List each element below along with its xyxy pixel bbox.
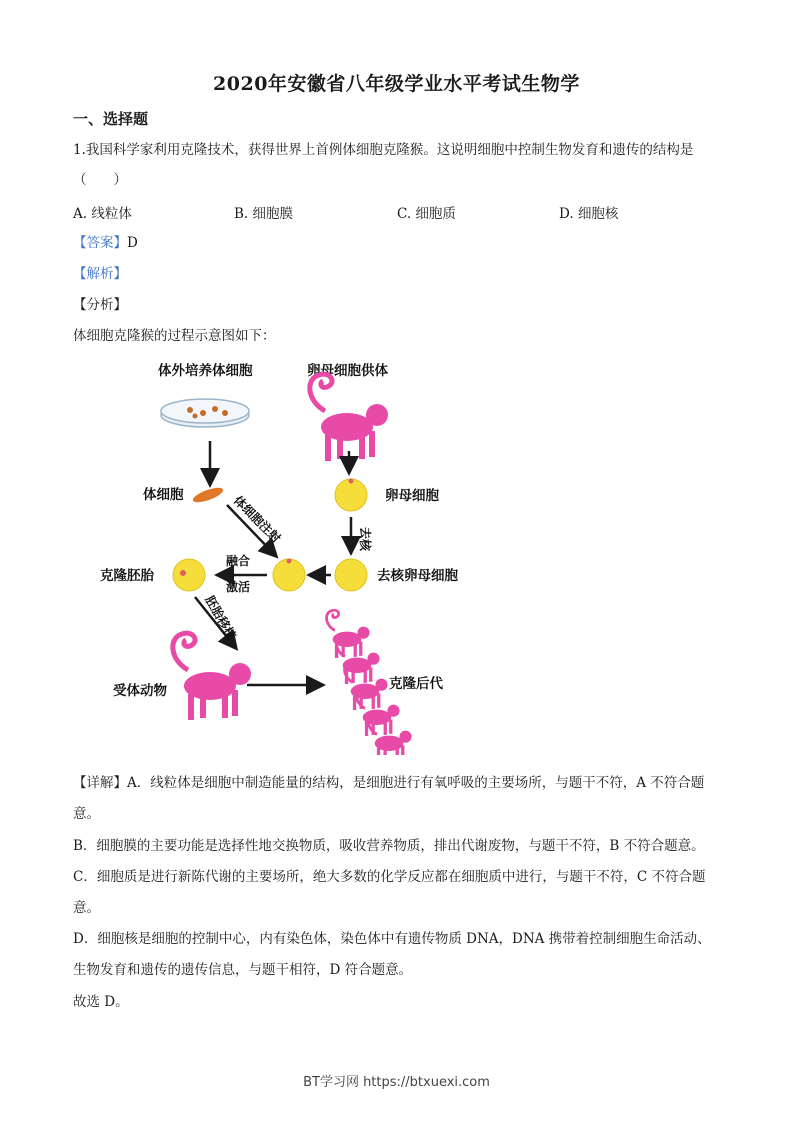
- answer-label: 【答案】: [73, 235, 127, 251]
- label-culture: 体外培养体细胞: [158, 363, 253, 379]
- petri-dish: [161, 399, 249, 427]
- section-heading: 一、选择题: [73, 110, 149, 128]
- enucleated-oocyte: [335, 559, 367, 591]
- detail-a-line1: 【详解】A．线粒体是细胞中制造能量的结构，是细胞进行有氧呼吸的主要场所，与题干不符，A 不符合题: [73, 775, 705, 791]
- donor-monkey: [310, 374, 388, 461]
- footer-watermark[interactable]: BT学习网 https://btxuexi.com: [303, 1075, 490, 1090]
- label-offspring: 克隆后代: [389, 676, 443, 692]
- oocyte: [335, 479, 367, 511]
- detail-b-line1: B．细胞膜的主要功能是选择性地交换物质，吸收营养物质，排出代谢废物，与题干不符，B 不符合题意。: [73, 838, 705, 854]
- answer-line: [73, 233, 138, 253]
- option-letter: C.: [397, 206, 412, 222]
- page-title: 2020年安徽省八年级学业水平考试生物学: [213, 73, 580, 95]
- conclusion: 故选 D。: [73, 994, 129, 1010]
- recipient-monkey: [173, 633, 251, 720]
- somatic-cell: [191, 485, 224, 505]
- analysis-label: 【解析】: [73, 266, 127, 282]
- cloned-embryo: [173, 559, 205, 591]
- question-stem: 1.我国科学家利用克隆技术，获得世界上首例体细胞克隆猴。这说明细胞中控制生物发育和遗传的结构是: [73, 142, 694, 158]
- option-letter: A.: [73, 206, 88, 222]
- cloning-diagram: [95, 355, 475, 755]
- option-letter: D.: [559, 206, 574, 222]
- option-d: [559, 202, 618, 222]
- detail-c-line2: 意。: [73, 900, 100, 916]
- fenxi-label: 【分析】: [73, 297, 127, 313]
- label-donor: 卵母细胞供体: [307, 363, 388, 379]
- option-text: 细胞质: [415, 206, 456, 222]
- detail-a-line2: 意。: [73, 806, 100, 822]
- detail-c-line1: C．细胞质是进行新陈代谢的主要场所，绝大多数的化学反应都在细胞质中进行，与题干不符，C 不符合题: [73, 869, 706, 885]
- label-cloned-embryo: 克隆胚胎: [100, 568, 154, 584]
- label-injection: 体细胞注射: [230, 493, 284, 546]
- label-oocyte: 卵母细胞: [385, 488, 439, 504]
- diagram-intro: 体细胞克隆猴的过程示意图如下：: [73, 328, 276, 344]
- option-text: 线粒体: [91, 206, 132, 222]
- option-a: [73, 202, 132, 222]
- detail-d-line1: D．细胞核是细胞的控制中心，内有染色体，染色体中有遗传物质 DNA，DNA 携带着控制细胞生命活动、: [73, 931, 711, 947]
- option-c: [397, 202, 456, 222]
- option-letter: B.: [234, 206, 249, 222]
- detail-d-line2: 生物发育和遗传的遗传信息，与题干相符，D 符合题意。: [73, 962, 413, 978]
- label-somatic-cell: 体细胞: [143, 487, 184, 503]
- label-fusion: 融合: [226, 554, 251, 568]
- option-text: 细胞核: [577, 206, 619, 222]
- option-b: [234, 202, 293, 222]
- reconstructed-cell: [273, 559, 305, 591]
- label-enucleated-oocyte: 去核卵母细胞: [377, 568, 458, 584]
- label-activation: 激活: [226, 580, 251, 594]
- label-transfer: 胚胎移植: [202, 593, 239, 643]
- label-enucleate: 去核: [358, 527, 372, 552]
- question-blank: （ ）: [73, 172, 127, 188]
- option-text: 细胞膜: [252, 206, 294, 222]
- label-recipient: 受体动物: [113, 683, 167, 699]
- answer-value: D: [127, 235, 138, 251]
